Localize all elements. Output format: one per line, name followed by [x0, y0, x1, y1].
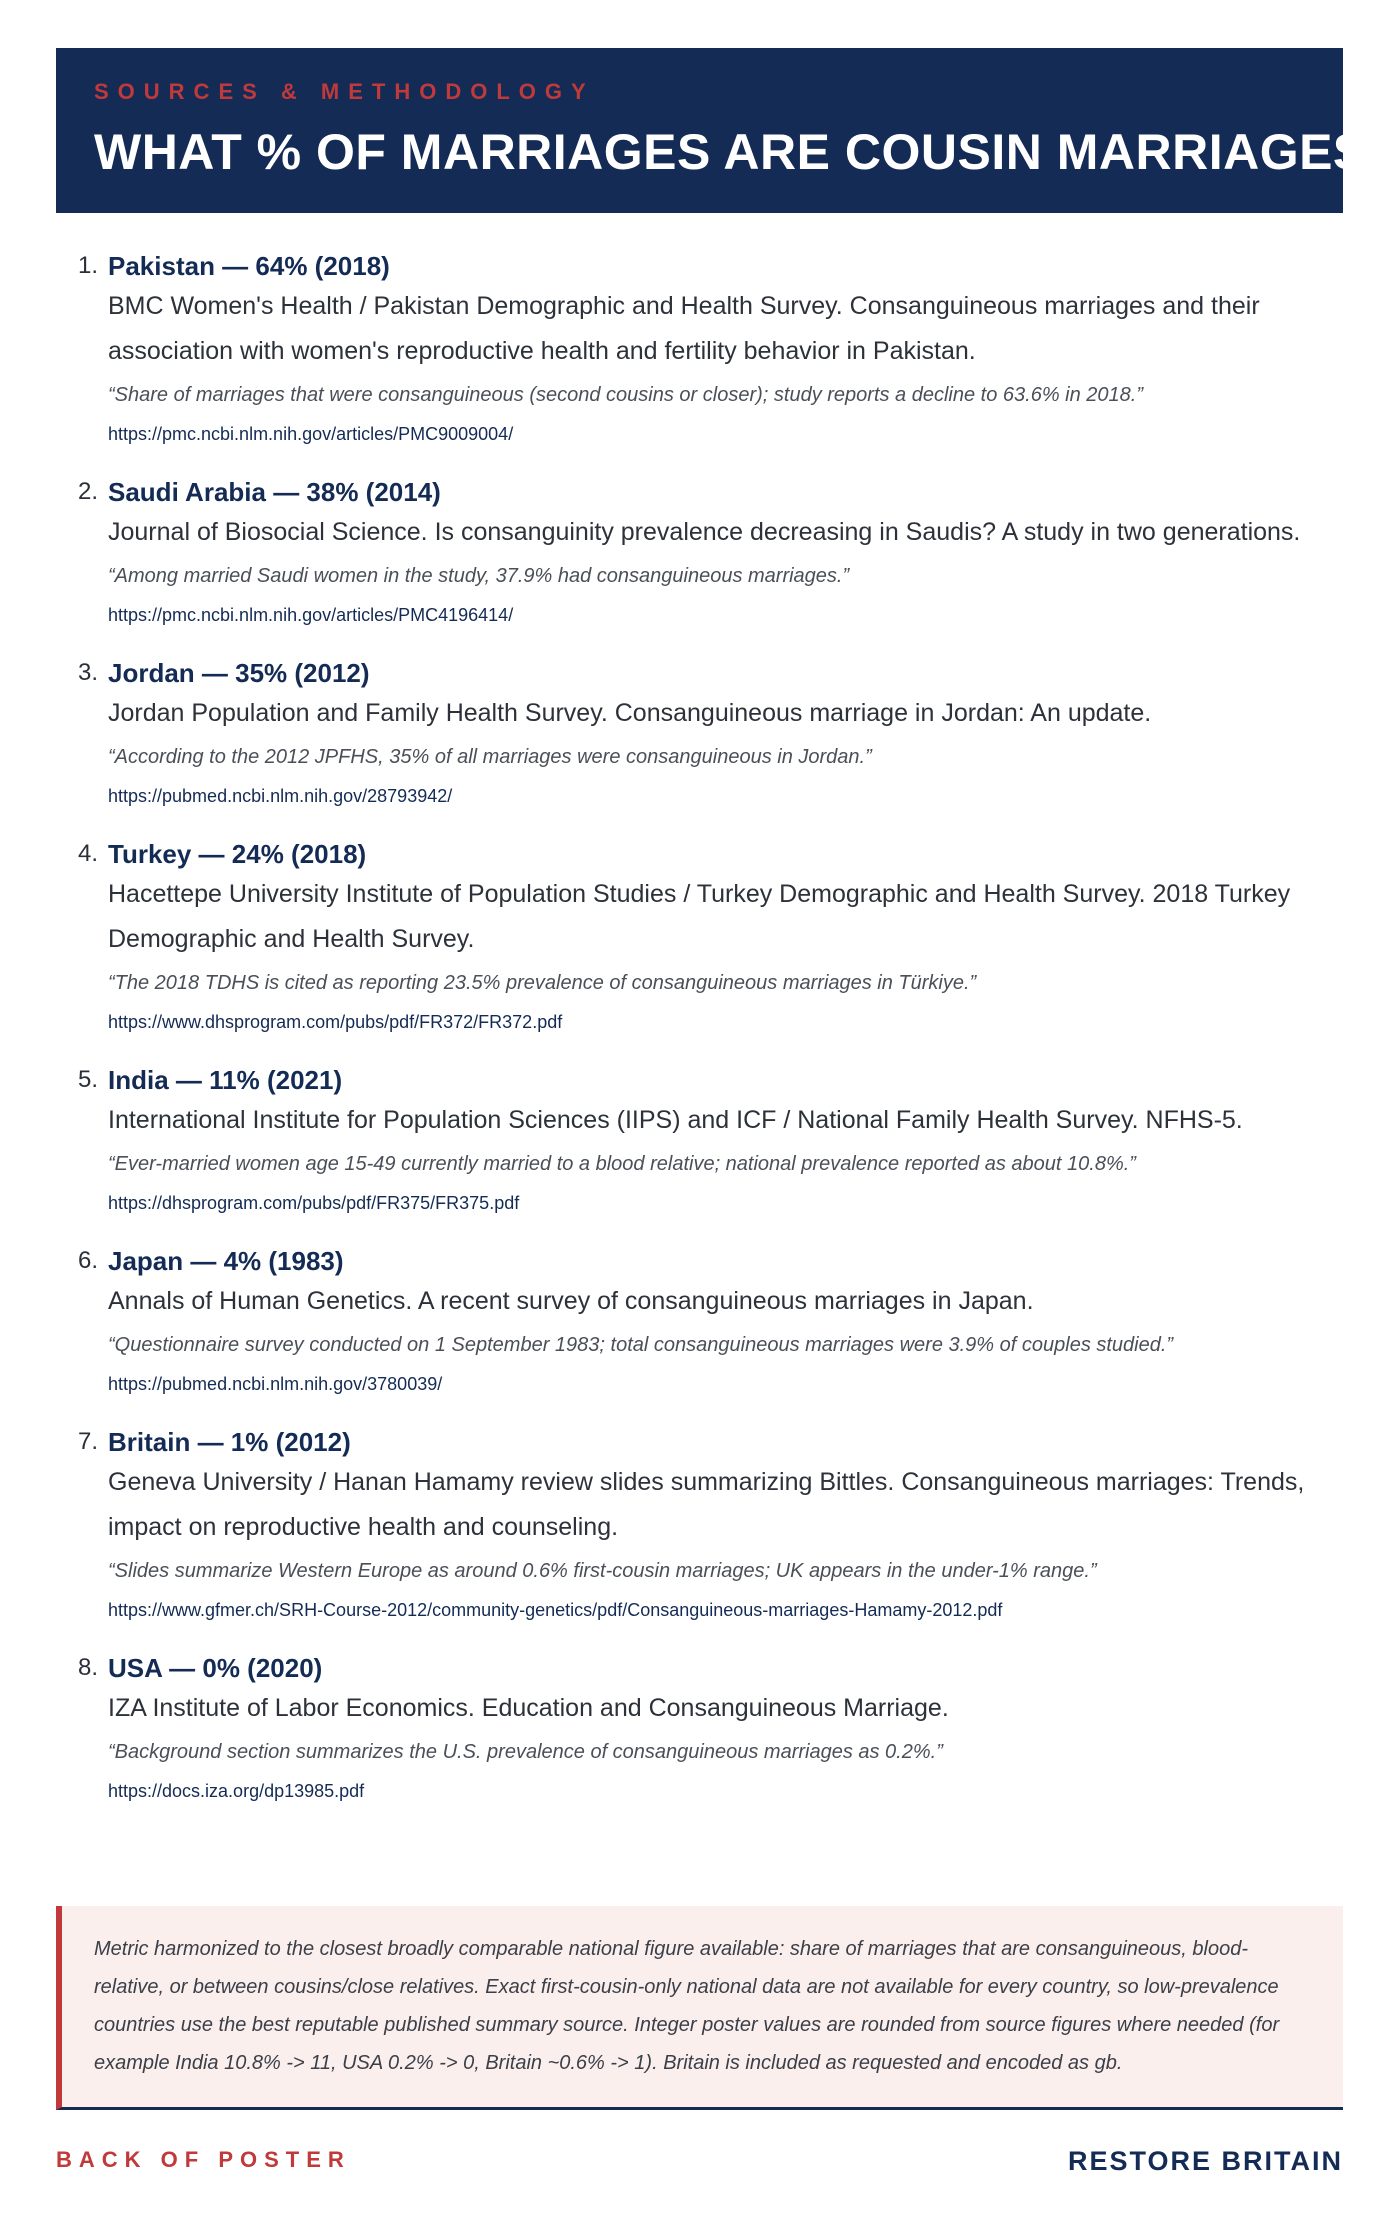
source-item-japan [78, 1243, 1348, 1402]
source-quote: “Slides summarize Western Europe as around 0.6% first-cousin marriages; UK appears in the under-1% range.” [108, 1560, 1097, 1582]
source-description: Hacettepe University Institute of Population Studies / Turkey Demographic and Health Survey. 2018 Turkey Demographic and Health Survey. [108, 880, 1291, 953]
source-title: India — 11% (2021) [108, 1065, 343, 1095]
source-title: Saudi Arabia — 38% (2014) [108, 477, 441, 507]
poster-header [56, 48, 1398, 213]
source-quote: “According to the 2012 JPFHS, 35% of all marriages were consanguineous in Jordan.” [108, 746, 872, 768]
source-link[interactable]: https://www.gfmer.ch/SRH-Course-2012/community-genetics/pdf/Consanguineous-marriages-Hamamy-2012.pdf [108, 1600, 1003, 1620]
source-description: Annals of Human Genetics. A recent survey of consanguineous marriages in Japan. [108, 1287, 1034, 1315]
source-item-pakistan [78, 248, 1348, 452]
source-item-india [78, 1062, 1348, 1221]
footer-brand: RESTORE BRITAIN [1067, 2146, 1343, 2176]
source-title: Jordan — 35% (2012) [108, 658, 370, 688]
source-number: 3. [78, 659, 99, 686]
source-quote: “The 2018 TDHS is cited as reporting 23.5% prevalence of consanguineous marriages in Türkiye.” [108, 972, 977, 994]
source-description: Journal of Biosocial Science. Is consanguinity prevalence decreasing in Saudis? A study in two generations. [108, 518, 1301, 546]
source-title: Japan — 4% (1983) [108, 1246, 344, 1276]
header-kicker: SOURCES & METHODOLOGY [94, 79, 595, 104]
source-title: Pakistan — 64% (2018) [108, 251, 390, 281]
source-item-britain [78, 1424, 1348, 1628]
source-title: Britain — 1% (2012) [108, 1427, 351, 1457]
source-description: International Institute for Population Sciences (IIPS) and ICF / National Family Health Survey. NFHS-5. [108, 1106, 1243, 1134]
source-description: IZA Institute of Labor Economics. Education and Consanguineous Marriage. [108, 1694, 949, 1722]
source-link[interactable]: https://pubmed.ncbi.nlm.nih.gov/28793942/ [108, 786, 453, 806]
source-quote: “Questionnaire survey conducted on 1 September 1983; total consanguineous marriages were 3.9% of couples studied.” [108, 1334, 1174, 1356]
source-item-saudi-arabia [78, 474, 1348, 633]
source-link[interactable]: https://pmc.ncbi.nlm.nih.gov/articles/PMC4196414/ [108, 605, 514, 625]
footer-back-of-poster: BACK OF POSTER [56, 2147, 351, 2172]
source-number: 2. [78, 478, 99, 505]
source-quote: “Among married Saudi women in the study, 37.9% had consanguineous marriages.” [108, 565, 850, 587]
source-number: 1. [78, 252, 99, 279]
source-link[interactable]: https://docs.iza.org/dp13985.pdf [108, 1781, 365, 1801]
source-link[interactable]: https://www.dhsprogram.com/pubs/pdf/FR372/FR372.pdf [108, 1012, 563, 1032]
source-number: 6. [78, 1247, 99, 1274]
source-quote: “Share of marriages that were consanguineous (second cousins or closer); study reports a decline to 63.6% in 2018.” [108, 384, 1143, 406]
source-title: USA — 0% (2020) [108, 1653, 323, 1683]
source-item-usa [78, 1650, 1348, 1809]
source-description: Jordan Population and Family Health Survey. Consanguineous marriage in Jordan: An update. [108, 699, 1152, 727]
source-quote: “Background section summarizes the U.S. prevalence of consanguineous marriages as 0.2%.” [108, 1741, 943, 1763]
source-quote: “Ever-married women age 15-49 currently married to a blood relative; national prevalence reported as about 10.8%.” [108, 1153, 1136, 1175]
source-link[interactable]: https://pubmed.ncbi.nlm.nih.gov/3780039/ [108, 1374, 443, 1394]
source-link[interactable]: https://dhsprogram.com/pubs/pdf/FR375/FR375.pdf [108, 1193, 520, 1213]
source-item-turkey [78, 836, 1348, 1040]
source-number: 7. [78, 1428, 99, 1455]
source-item-jordan [78, 655, 1348, 814]
source-title: Turkey — 24% (2018) [108, 839, 367, 869]
methodology-note: Metric harmonized to the closest broadly comparable national figure available: share of marriages that are consanguineous, blood-relative, or between cousins/close relatives. Exact first-cousin-only national data are not available for every country, so low-prevalence countries use the best reputable published summary source. Integer poster values are rounded from source figures where needed (for example India 10.8% -> 11, USA 0.2% -> 0, Britain ~0.6% -> 1). Britain is included as requested and encoded as gb. [56, 1906, 1343, 2110]
source-link[interactable]: https://pmc.ncbi.nlm.nih.gov/articles/PMC9009004/ [108, 424, 514, 444]
source-description: BMC Women's Health / Pakistan Demographic and Health Survey. Consanguineous marriages and their association with women's reproductive health and fertility behavior in Pakistan. [108, 292, 1260, 365]
source-list [78, 248, 1348, 1831]
source-number: 5. [78, 1066, 99, 1093]
page-title: WHAT % OF MARRIAGES ARE COUSIN MARRIAGES? [94, 124, 1398, 180]
source-description: Geneva University / Hanan Hamamy review slides summarizing Bittles. Consanguineous marriages: Trends, impact on reproductive health and counseling. [108, 1468, 1305, 1541]
source-number: 8. [78, 1654, 99, 1681]
source-number: 4. [78, 840, 99, 867]
